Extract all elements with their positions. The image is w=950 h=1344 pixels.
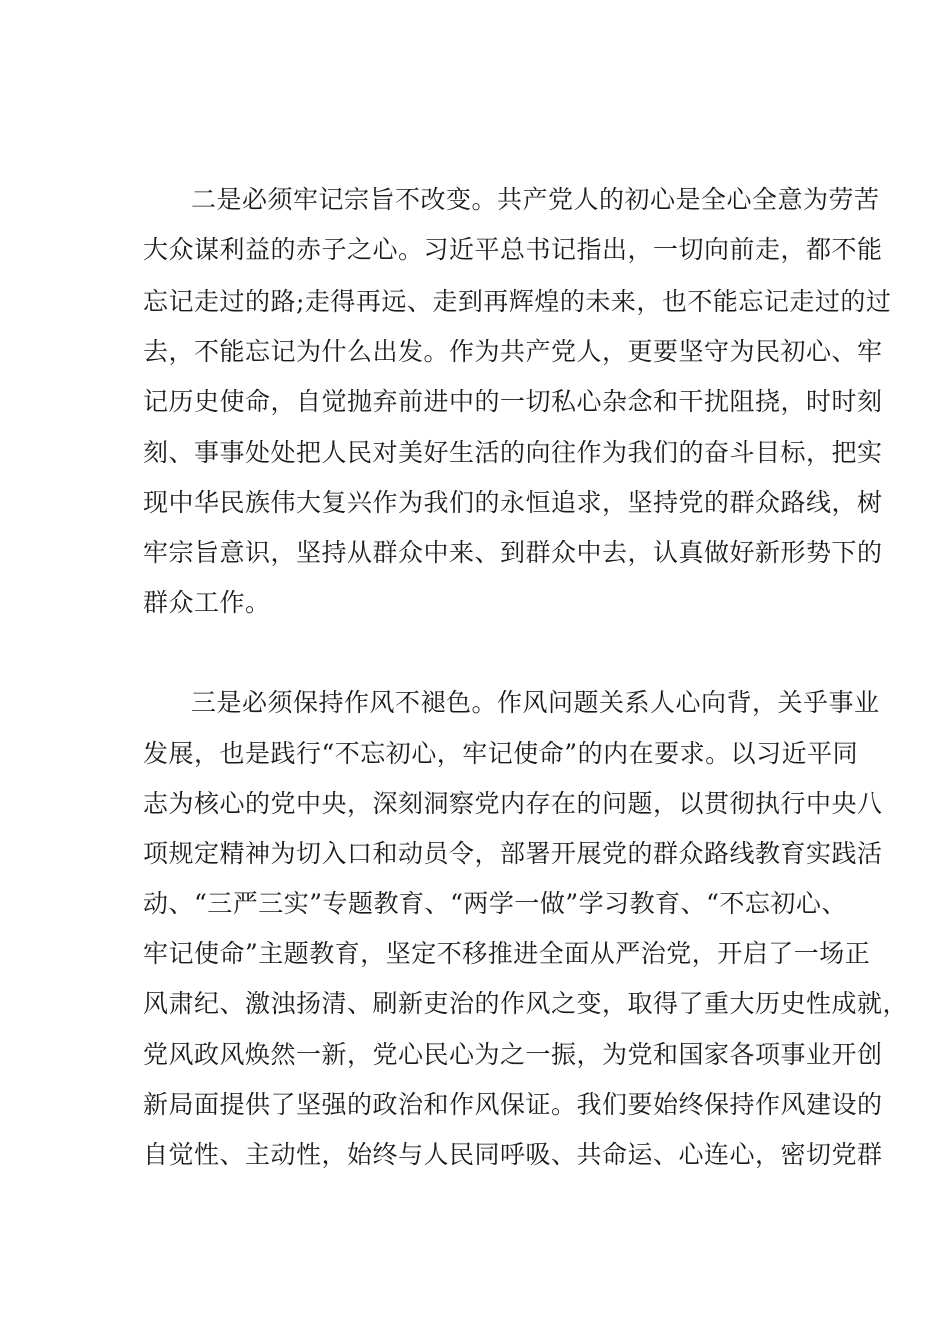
paragraph-1-line-2: 大众谋利益的赤子之心。习近平总书记指出，一切向前走，都不能 [143,235,883,264]
paragraph-2-line-6: 牢记使命”主题教育，坚定不移推进全面从严治党，开启了一场正 [143,939,871,968]
paragraph-2-line-7: 风肃纪、激浊扬清、刷新吏治的作风之变，取得了重大历史性成就， [143,989,909,1018]
paragraph-1-line-6: 刻、事事处处把人民对美好生活的向往作为我们的奋斗目标，把实 [143,438,883,467]
paragraph-2-line-3: 志为核心的党中央，深刻洞察党内存在的问题，以贯彻执行中央八 [143,789,883,818]
paragraph-2-line-5: 动、“三严三实”专题教育、“两学一做”学习教育、“不忘初心、 [143,889,847,918]
paragraph-2-line-10: 自觉性、主动性，始终与人民同呼吸、共命运、心连心，密切党群 [143,1140,883,1169]
paragraph-1-line-4: 去，不能忘记为什么出发。作为共产党人，更要坚守为民初心、牢 [143,337,883,366]
paragraph-1-line-9: 群众工作。 [143,588,271,617]
paragraph-1-line-3: 忘记走过的路;走得再远、走到再辉煌的未来，也不能忘记走过的过 [143,287,892,316]
paragraph-1-line-7: 现中华民族伟大复兴作为我们的永恒追求，坚持党的群众路线，树 [143,488,883,517]
paragraph-1-line-5: 记历史使命，自觉抛弃前进中的一切私心杂念和干扰阻挠，时时刻 [143,387,883,416]
paragraph-2-line-9: 新局面提供了坚强的政治和作风保证。我们要始终保持作风建设的 [143,1090,883,1119]
paragraph-2-line-1: 三是必须保持作风不褪色。作风问题关系人心向背，关乎事业 [191,688,880,717]
paragraph-2-line-2: 发展，也是践行“不忘初心，牢记使命”的内在要求。以习近平同 [143,739,859,768]
paragraph-2-line-8: 党风政风焕然一新，党心民心为之一振，为党和国家各项事业开创 [143,1040,883,1069]
paragraph-2-line-4: 项规定精神为切入口和动员令，部署开展党的群众路线教育实践活 [143,839,883,868]
paragraph-1-line-1: 二是必须牢记宗旨不改变。共产党人的初心是全心全意为劳苦 [191,185,880,214]
paragraph-1-line-8: 牢宗旨意识，坚持从群众中来、到群众中去，认真做好新形势下的 [143,538,883,567]
